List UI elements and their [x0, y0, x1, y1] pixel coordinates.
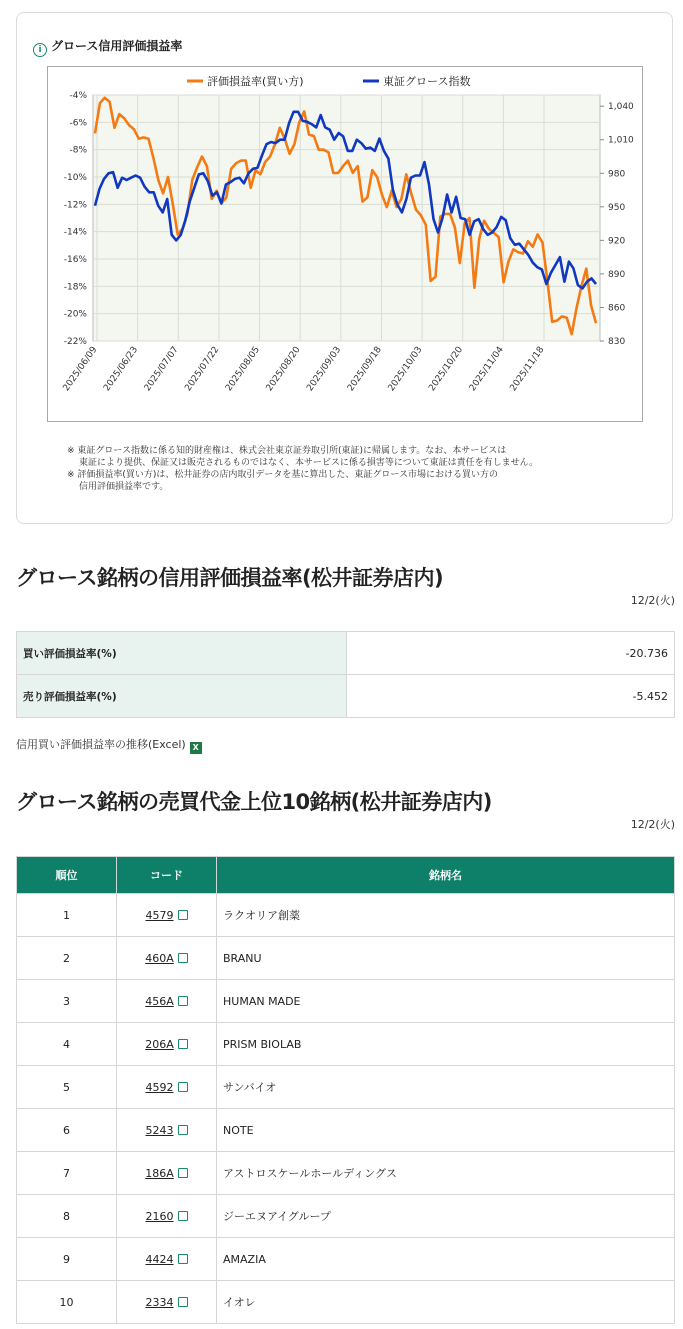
table-row [17, 1023, 675, 1066]
y-right-tick-label: 920 [608, 236, 626, 247]
rank-cell: 3 [17, 980, 117, 1023]
y-left-tick-label: -14% [63, 227, 87, 238]
code-cell [117, 1152, 217, 1195]
y-right-tick-label: 1,010 [608, 135, 634, 146]
note-line-1: ※ 東証グロース指数に係る知的財産権は、株式会社東京証券取引所(東証)に帰属します。なお、本サービスは [67, 446, 507, 456]
table-row [17, 1109, 675, 1152]
legend-label-2: 東証グロース指数 [383, 75, 471, 88]
stock-name-cell: イオレ [217, 1281, 675, 1324]
code-cell [117, 1195, 217, 1238]
rank-cell: 8 [17, 1195, 117, 1238]
x-tick-label: 2025/08/20 [264, 344, 303, 394]
x-tick-label: 2025/07/22 [183, 344, 222, 394]
x-tick-label: 2025/10/03 [386, 344, 425, 394]
code-cell [117, 1238, 217, 1281]
copy-icon[interactable] [178, 910, 188, 920]
copy-icon[interactable] [178, 1082, 188, 1092]
rank-cell: 1 [17, 894, 117, 937]
code-cell [117, 937, 217, 980]
code-cell [117, 1281, 217, 1324]
x-tick-label: 2025/06/09 [61, 344, 100, 394]
stock-name-cell: HUMAN MADE [217, 980, 675, 1023]
x-tick-label: 2025/09/03 [305, 344, 344, 394]
copy-icon[interactable] [178, 996, 188, 1006]
copy-icon[interactable] [178, 1297, 188, 1307]
section1-date: 12/2(火) [630, 594, 675, 607]
x-tick-label: 2025/09/18 [345, 344, 384, 394]
table-row [17, 675, 675, 718]
stock-name-cell: PRISM BIOLAB [217, 1023, 675, 1066]
table-row [17, 1195, 675, 1238]
note-line-4: 信用評価損益率です。 [79, 482, 169, 492]
col-name-header: 銘柄名 [217, 857, 675, 894]
copy-icon[interactable] [178, 1168, 188, 1178]
x-tick-label: 2025/11/18 [508, 344, 547, 394]
rank-cell: 10 [17, 1281, 117, 1324]
stock-code-link[interactable]: 4592 [145, 1080, 174, 1094]
x-tick-label: 2025/11/04 [467, 344, 506, 394]
excel-icon[interactable]: X [190, 742, 202, 754]
stock-name-cell: ラクオリア創薬 [217, 894, 675, 937]
stock-name-cell: AMAZIA [217, 1238, 675, 1281]
code-cell [117, 1109, 217, 1152]
stock-name-cell: アストロスケールホールディングス [217, 1152, 675, 1195]
stock-code-link[interactable]: 460A [145, 951, 174, 965]
y-right-tick-label: 890 [608, 269, 626, 280]
stock-code-link[interactable]: 186A [145, 1166, 174, 1180]
table-row [17, 1281, 675, 1324]
code-cell [117, 980, 217, 1023]
excel-link-text[interactable]: 信用買い評価損益率の推移(Excel) [16, 738, 186, 751]
top10-table [16, 856, 675, 1324]
stock-name-cell: ジーエヌアイグループ [217, 1195, 675, 1238]
section-heading-top10: グロース銘柄の売買代金上位10銘柄(松井証券店内) [16, 790, 492, 814]
col-rank-header: 順位 [17, 857, 117, 894]
buy-rate-value: -20.736 [347, 632, 675, 675]
y-left-tick-label: -6% [69, 118, 87, 129]
stock-code-link[interactable]: 2334 [145, 1295, 174, 1309]
x-tick-label: 2025/10/20 [427, 344, 466, 394]
note-line-2: 東証により提供、保証又は販売されるものではなく、本サービスに係る損害等について東証は責任を有しません。 [79, 458, 539, 468]
table-row [17, 1152, 675, 1195]
section2-date: 12/2(火) [630, 818, 675, 831]
table-row [17, 937, 675, 980]
y-left-tick-label: -16% [63, 255, 87, 265]
legend-label-1: 評価損益率(買い方) [207, 75, 304, 88]
x-tick-label: 2025/08/05 [224, 344, 263, 394]
table-header-row [17, 857, 675, 894]
info-icon[interactable]: i [33, 43, 47, 57]
stock-name-cell: NOTE [217, 1109, 675, 1152]
sell-rate-label: 売り評価損益率(%) [17, 675, 347, 718]
y-left-tick-label: -10% [63, 173, 87, 183]
buy-rate-label: 買い評価損益率(%) [17, 632, 347, 675]
y-right-tick-label: 860 [608, 303, 626, 314]
copy-icon[interactable] [178, 1039, 188, 1049]
note-line-3: ※ 評価損益率(買い方)は、松井証券の店内取引データを基に算出した、東証グロース市場における買い方の [67, 470, 498, 480]
table-row [17, 632, 675, 675]
stock-code-link[interactable]: 5243 [145, 1123, 174, 1137]
code-cell [117, 894, 217, 937]
stock-code-link[interactable]: 206A [145, 1037, 174, 1051]
rank-cell: 5 [17, 1066, 117, 1109]
col-code-header: コード [117, 857, 217, 894]
copy-icon[interactable] [178, 1254, 188, 1264]
y-left-tick-label: -18% [63, 282, 87, 293]
y-right-tick-label: 950 [608, 202, 626, 213]
chart-title-text: グロース信用評価損益率 [51, 39, 183, 53]
y-left-tick-label: -8% [69, 145, 87, 156]
code-cell [117, 1066, 217, 1109]
table-row [17, 1066, 675, 1109]
code-cell [117, 1023, 217, 1066]
stock-code-link[interactable]: 4424 [145, 1252, 174, 1266]
y-left-tick-label: -22% [63, 337, 87, 347]
chart-notes [67, 445, 647, 493]
rank-cell: 6 [17, 1109, 117, 1152]
table-row [17, 980, 675, 1023]
table-row [17, 1238, 675, 1281]
chart-card-title [33, 37, 182, 57]
table-row [17, 894, 675, 937]
margin-rate-table [16, 631, 675, 718]
section-heading-margin-rate: グロース銘柄の信用評価損益率(松井証券店内) [16, 566, 444, 590]
y-left-tick-label: -20% [63, 309, 87, 320]
copy-icon[interactable] [178, 1125, 188, 1135]
y-right-tick-label: 1,040 [608, 102, 634, 113]
margin-rate-chart [47, 66, 643, 422]
rank-cell: 7 [17, 1152, 117, 1195]
stock-code-link[interactable]: 4579 [145, 908, 174, 922]
x-tick-label: 2025/06/23 [102, 344, 141, 394]
excel-link[interactable] [16, 736, 202, 754]
copy-icon[interactable] [178, 953, 188, 963]
stock-name-cell: サンバイオ [217, 1066, 675, 1109]
y-left-tick-label: -12% [63, 200, 87, 211]
x-tick-label: 2025/07/07 [142, 344, 181, 394]
stock-code-link[interactable]: 2160 [145, 1209, 174, 1223]
stock-name-cell: BRANU [217, 937, 675, 980]
sell-rate-value: -5.452 [347, 675, 675, 718]
rank-cell: 2 [17, 937, 117, 980]
y-left-tick-label: -4% [69, 91, 87, 101]
copy-icon[interactable] [178, 1211, 188, 1221]
y-right-tick-label: 830 [608, 337, 626, 347]
rank-cell: 9 [17, 1238, 117, 1281]
stock-code-link[interactable]: 456A [145, 994, 174, 1008]
y-right-tick-label: 980 [608, 169, 626, 180]
rank-cell: 4 [17, 1023, 117, 1066]
